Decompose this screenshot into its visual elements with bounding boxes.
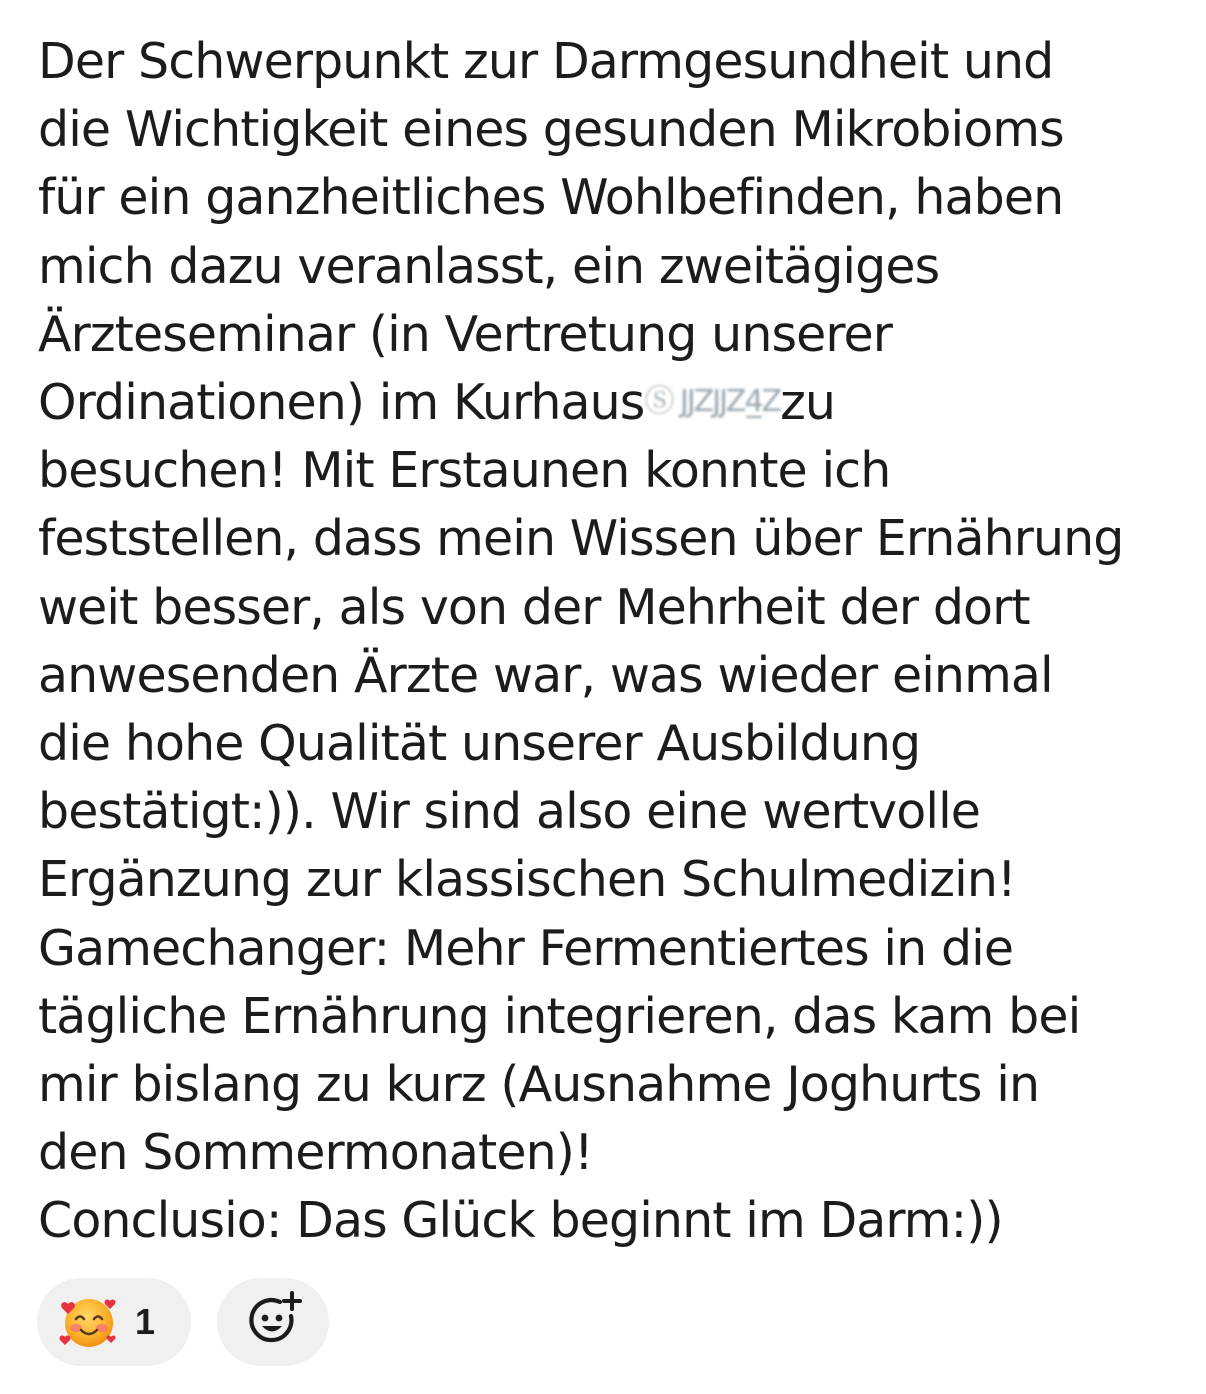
message-line: Ergänzung zur klassischen Schulmedizin! — [38, 851, 1016, 909]
message-line: Ärzteseminar (in Vertretung unserer — [38, 305, 893, 363]
message-line: anwesenden Ärzte war, was wieder einmal — [38, 646, 1053, 704]
message-line-with-redaction — [38, 369, 1188, 437]
message-body — [38, 28, 1188, 1256]
reaction-count: 1 — [135, 1301, 156, 1342]
message-line: mich dazu veranlasst, ein zweitägiges — [38, 237, 940, 295]
message-line: für ein ganzheitliches Wohlbefinden, haben — [38, 169, 1064, 227]
redacted-text: Ⓢ JJZJJZ4̲Z — [644, 384, 781, 420]
add-reaction-icon — [243, 1287, 309, 1353]
message-line: den Sommermonaten)! — [38, 1124, 593, 1182]
message-line: tägliche Ernährung integrieren, das kam bei — [38, 987, 1081, 1045]
message-line: bestätigt:)). Wir sind also eine wertvolle — [38, 783, 981, 841]
add-reaction-button[interactable] — [217, 1278, 329, 1366]
message-line: mir bislang zu kurz (Ausnahme Joghurts in — [38, 1056, 1040, 1114]
message-line: weit besser, als von der Mehrheit der dort — [38, 578, 1030, 636]
message-line: feststellen, dass mein Wissen über Ernährung — [38, 510, 1124, 568]
message-line: besuchen! Mit Erstaunen konnte ich — [38, 442, 891, 500]
message-line: die hohe Qualität unserer Ausbildung — [38, 715, 921, 773]
message-line: die Wichtigkeit eines gesunden Mikrobioms — [38, 101, 1064, 159]
reactions-bar — [37, 1278, 329, 1366]
reaction-button[interactable] — [37, 1278, 191, 1366]
message-line: Conclusio: Das Glück beginnt im Darm:)) — [38, 1192, 1003, 1250]
message-line-text: zu — [780, 374, 836, 432]
message-line: Gamechanger: Mehr Fermentiertes in die — [38, 919, 1014, 977]
smiling-face-with-hearts-icon — [59, 1292, 119, 1352]
message-line: Der Schwerpunkt zur Darmgesundheit und — [38, 33, 1054, 90]
message-line-text: Ordinationen) im Kurhaus — [38, 374, 645, 432]
